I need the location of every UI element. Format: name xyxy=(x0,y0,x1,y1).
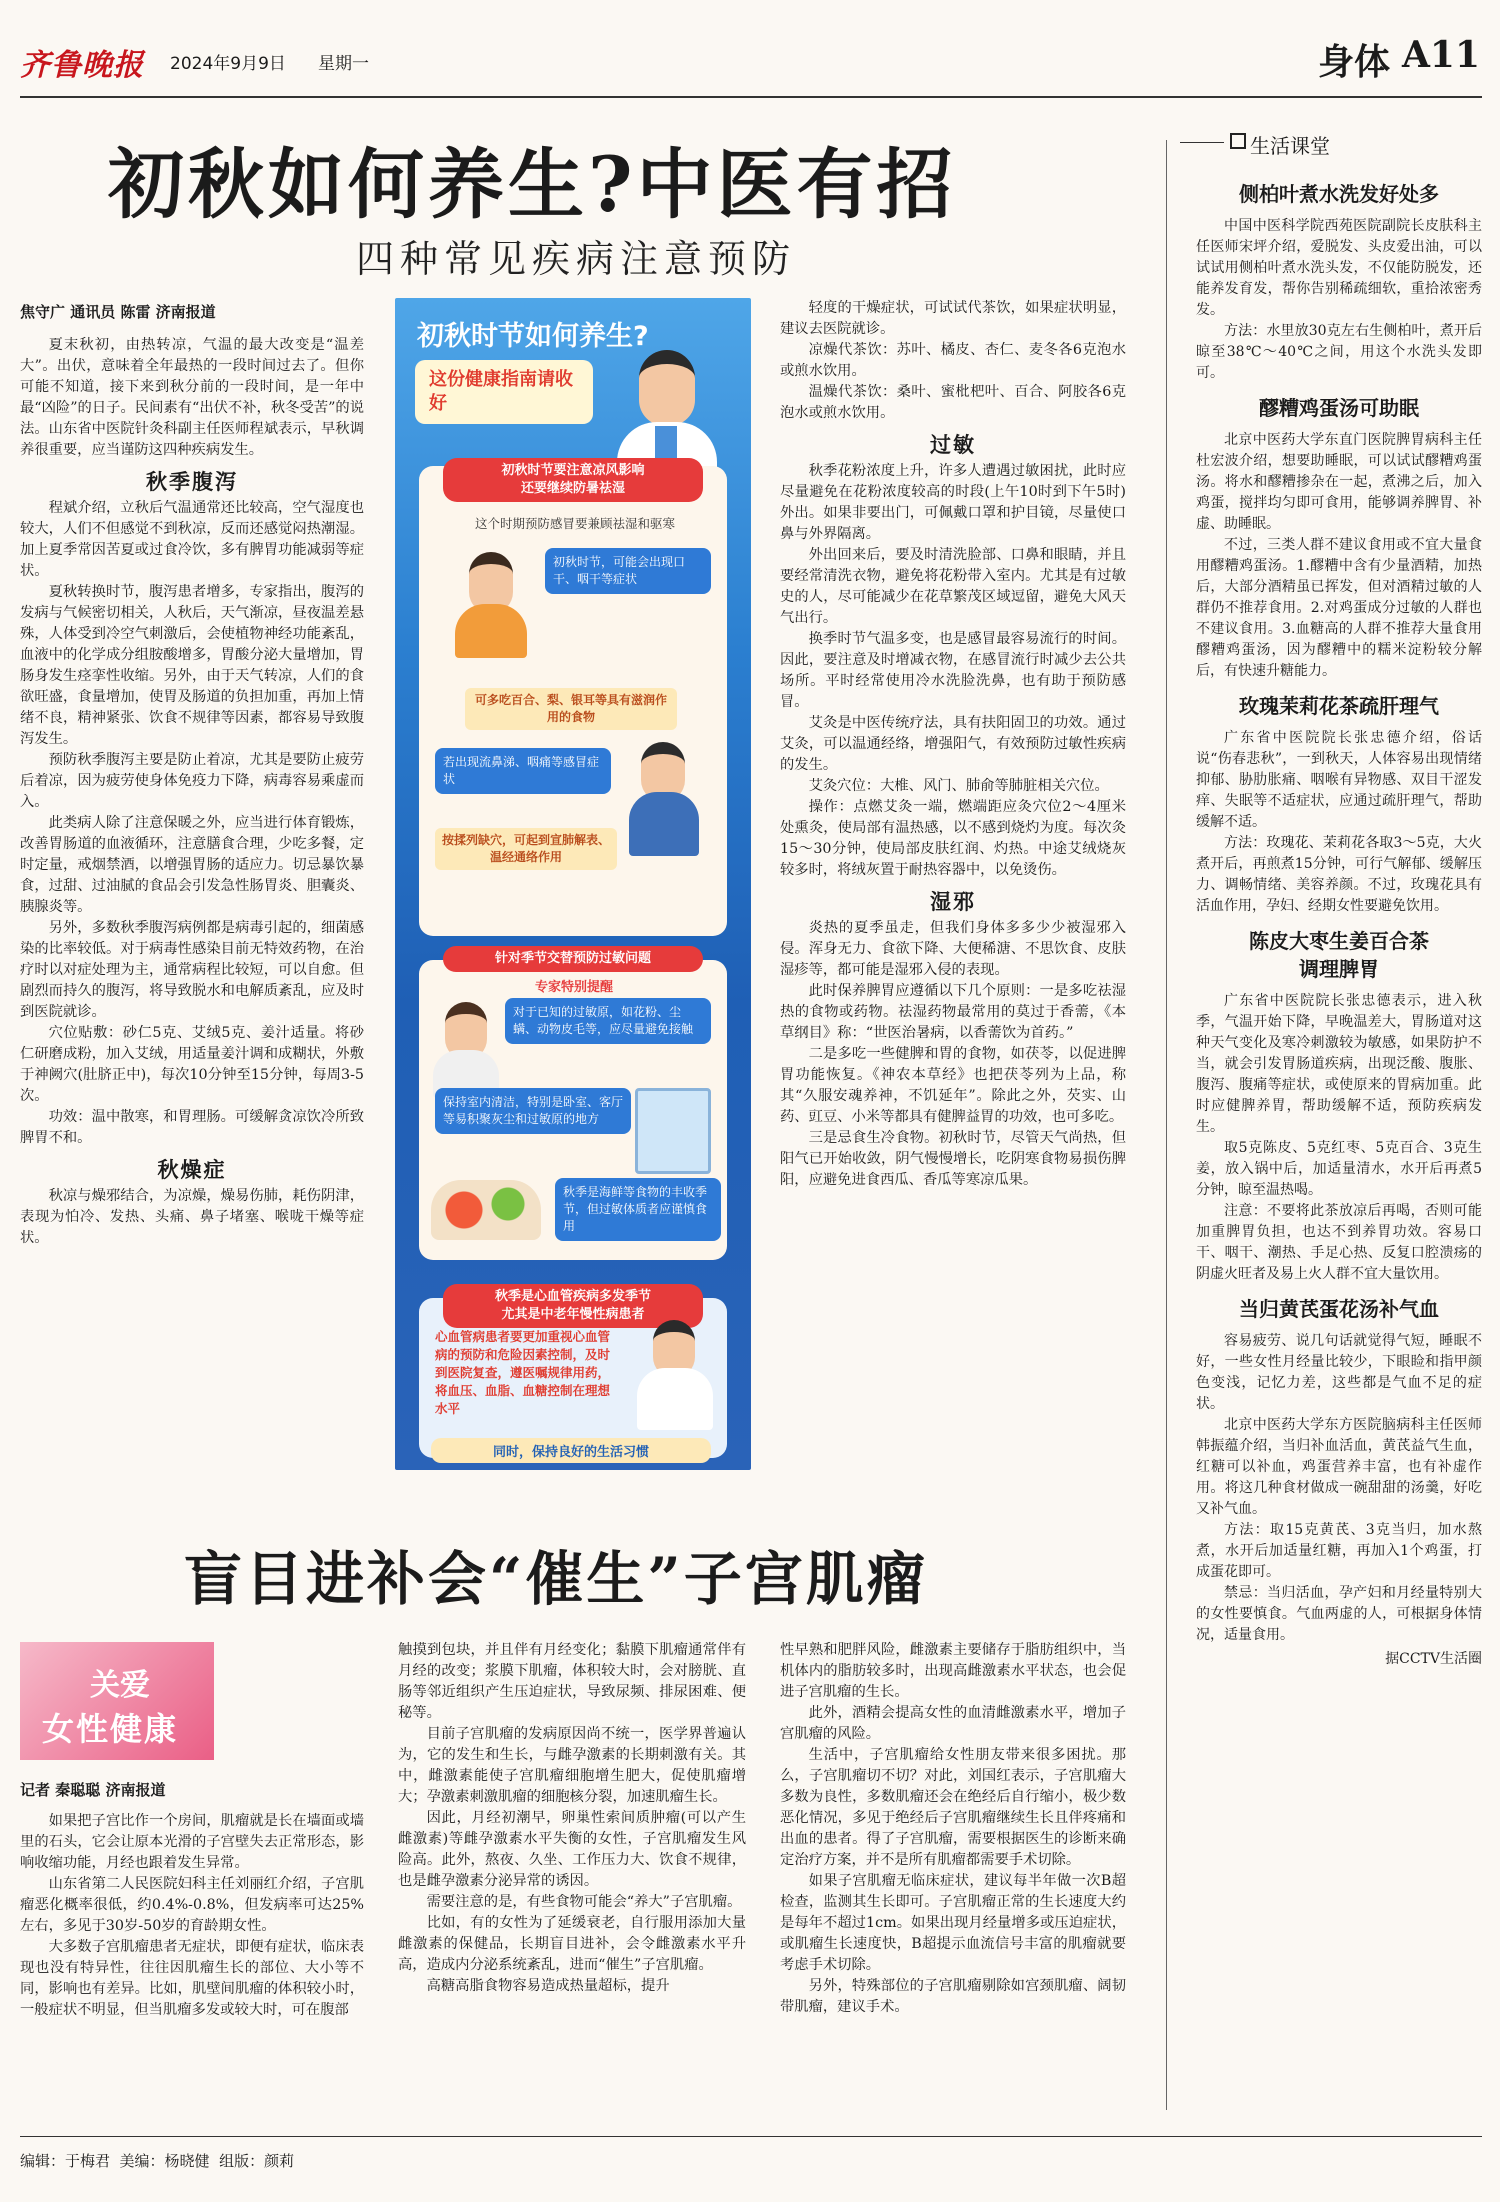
paragraph: 性早熟和肥胖风险，雌激素主要储存于脂肪组织中，当机体内的脂肪较多时，出现高雌激素水平状态，也会促进子宫肌瘤的生长。 xyxy=(780,1642,1126,1700)
page-number: A11 xyxy=(1402,34,1481,76)
infographic-title: 初秋时节如何养生? xyxy=(417,321,649,352)
paragraph: 换季时节气温多变，也是感冒最容易流行的时间。因此，要注意及时增减衣物，在感冒流行时减少去公共场所。平时经常使用冷水洗脸洗鼻，也有助于预防感冒。 xyxy=(780,631,1126,710)
infographic-heart-text: 心血管病患者要更加重视心血管病的预防和危险因素控制，及时到医院复查，遵医嘱规律用药，将血压、血脂、血糖控制在理想水平 xyxy=(435,1329,611,1416)
infographic-guide-banner xyxy=(415,360,593,424)
paragraph: 艾灸穴位：大椎、风门、肺俞等肺脏相关穴位。 xyxy=(808,778,1109,794)
paragraph: 方法：取15克黄芪、3克当归，加水熬煮，水开后加适量红糖，再加入1个鸡蛋，打成蛋花即可。 xyxy=(1196,1522,1482,1580)
sidebar-title-3: 玫瑰茉莉花茶疏肝理气 xyxy=(1239,694,1439,718)
paragraph: 外出回来后，要及时清洗脸部、口鼻和眼睛，并且要经常清洗衣物，避免将花粉带入室内。尤其是有过敏史的人，尽可能减少在花草繁茂区域逗留，避免大风天气出行。 xyxy=(780,547,1126,626)
infographic-sub-1: 这个时期预防感冒要兼顾祛湿和驱寒 xyxy=(474,516,675,531)
infographic-bubble-5: 秋季是海鲜等食物的丰收季节，但过敏体质者应谨慎食用 xyxy=(555,1178,721,1241)
paragraph: 轻度的干燥症状，可试试代茶饮，如果症状明显，建议去医院就诊。 xyxy=(780,300,1126,337)
newspaper-logo: 齐鲁晚报 xyxy=(20,48,144,83)
sidebar-title-5: 当归黄芪蛋花汤补气血 xyxy=(1239,1297,1439,1321)
paragraph: 另外，特殊部位的子宫肌瘤剔除如宫颈肌瘤、阔韧带肌瘤，建议手术。 xyxy=(780,1978,1126,2015)
paragraph: 目前子宫肌瘤的发病原因尚不统一，医学界普遍认为，它的发生和生长，与雌孕激素的长期刺激有关。其中，雌激素能使子宫肌瘤细胞增生肥大，促使肌瘤增大；孕激素刺激肌瘤的细胞核分裂，加速肌瘤生长。 xyxy=(398,1726,746,1805)
paragraph: 如果子宫肌瘤无临床症状，建议每半年做一次B超检查，监测其生长即可。子宫肌瘤正常的生长速度大约是每年不超过1cm。如果出现月经量增多或压迫症状，或肌瘤生长速度快，B超提示血流信号丰富的肌瘤就要考虑手术切除。 xyxy=(780,1873,1126,1973)
paragraph: 取5克陈皮、5克红枣、5克百合、3克生姜，放入锅中后，加适量清水，水开后再煮5分钟，晾至温热喝。 xyxy=(1196,1140,1482,1198)
infographic-pill-2b: 专家特别提醒 xyxy=(535,980,614,995)
infographic-pill-1: 初秋时节要注意凉风影响 还要继续防暑祛湿 xyxy=(443,458,703,502)
sidebar-content xyxy=(1196,170,1482,1668)
section-heading-dampness: 湿邪 xyxy=(930,889,976,914)
article2-column-1 xyxy=(20,1780,364,2021)
masthead xyxy=(20,32,1482,94)
paragraph: 需要注意的是，有些食物可能会“养大”子宫肌瘤。 xyxy=(426,1894,742,1910)
paragraph: 触摸到包块，并且伴有月经变化；黏膜下肌瘤通常伴有月经的改变；浆膜下肌瘤，体积较大时，会对膀胱、直肠等邻近组织产生压迫症状，导致尿频、排尿困难、便秘等。 xyxy=(398,1642,746,1721)
paragraph: 高糖高脂食物容易造成热量超标，提升 xyxy=(426,1978,670,1994)
column-icon xyxy=(1230,133,1246,149)
infographic-bubble-3: 对于已知的过敏原，如花粉、尘螨、动物皮毛等，应尽量避免接触 xyxy=(505,998,711,1044)
paragraph: 广东省中医院院长张忠德介绍，俗话说“伤春悲秋”，一到秋天，人体容易出现情绪抑郁、胁肋胀痛、咽喉有异物感、双目干涩发痒、失眠等不适症状，应通过疏肝理气，帮助缓解不适。 xyxy=(1196,730,1482,830)
paragraph: 注意：不要将此茶放凉后再喝，否则可能加重脾胃负担，也达不到养胃功效。容易口干、咽干、潮热、手足心热、反复口腔溃疡的阴虚火旺者及易上火人群不宜大量饮用。 xyxy=(1196,1203,1482,1282)
section-heading-dryness: 秋燥症 xyxy=(157,1157,227,1182)
sidebar-divider xyxy=(1166,140,1167,2110)
paragraph: 温燥代茶饮：桑叶、蜜枇杷叶、百合、阿胶各6克泡水或煎水饮用。 xyxy=(780,384,1126,421)
paragraph: 如果把子宫比作一个房间，肌瘤就是长在墙面或墙里的石头，它会让原本光滑的子宫壁失去正常形态，影响收缩功能，月经也跟着发生异常。 xyxy=(20,1813,364,1871)
badge-line-2: 女性健康 xyxy=(42,1710,179,1748)
paragraph: 秋季花粉浓度上升，许多人遭遇过敏困扰，此时应尽量避免在花粉浓度较高的时段(上午10时到下午5时)外出。如果非要出门，可佩戴口罩和护目镜，尽量使口鼻与外界隔离。 xyxy=(780,463,1126,542)
paragraph: 生活中，子宫肌瘤给女性朋友带来很多困扰。那么，子宫肌瘤切不切？对此，刘国红表示，子宫肌瘤大多数为良性，多数肌瘤还会在绝经后自行缩小，极少数恶化情况，多见于绝经后子宫肌瘤继续生长且伴疼痛和出血的患者。得了子宫肌瘤，需要根据医生的诊断来确定治疗方案，并不是所有肌瘤都需要手术切除。 xyxy=(780,1747,1126,1868)
article2-column-2 xyxy=(398,1640,746,1997)
doctor-2-illustration xyxy=(635,1320,715,1430)
section-heading-diarrhea: 秋季腹泻 xyxy=(146,469,238,494)
article2-column-3 xyxy=(780,1640,1126,2018)
paragraph: 此类病人除了注意保暖之外，应当进行体育锻炼，改善胃肠道的血液循环，注意膳食合理，少吃多餐，定时定量，戒烟禁酒，以增强胃肠的适应力。切忌暴饮暴食，过甜、过油腻的食品会引发急性肠胃炎、胆囊炎、胰腺炎等。 xyxy=(20,815,364,915)
paragraph: 北京中医药大学东方医院脑病科主任医师韩振蕴介绍，当归补血活血，黄芪益气生血，红糖可以补血，鸡蛋营养丰富，也有补虚作用。将这几种食材做成一碗甜甜的汤羹，好吃又补气血。 xyxy=(1196,1417,1482,1517)
sidebar-source: 据CCTV生活圈 xyxy=(1385,1651,1482,1667)
paragraph: 大多数子宫肌瘤患者无症状，即便有症状，临床表现也没有特异性，往往因肌瘤生长的部位、大小等不同，影响也有差异。比如，肌壁间肌瘤的体积较小时，一般症状不明显，但当肌瘤多发或较大时，可在腹部 xyxy=(20,1939,364,2018)
paragraph: 凉燥代茶饮：苏叶、橘皮、杏仁、麦冬各6克泡水或煎水饮用。 xyxy=(780,342,1126,379)
paragraph: 秋凉与燥邪结合，为凉燥，燥易伤肺，耗伤阴津，表现为怕冷、发热、头痛、鼻子堵塞、喉咙干燥等症状。 xyxy=(20,1188,364,1246)
section-heading-allergy: 过敏 xyxy=(930,432,976,457)
seafood-illustration xyxy=(431,1180,541,1240)
infographic-tip-1: 可多吃百合、梨、银耳等具有滋润作用的食物 xyxy=(465,688,677,730)
sidebar-title-4: 陈皮大枣生姜百合茶 调理脾胃 xyxy=(1249,929,1429,981)
paragraph: 另外，多数秋季腹泻病例都是病毒引起的，细菌感染的比率较低。对于病毒性感染目前无特效药物，在治疗时以对症处理为主，通常病程比较短，可以自愈。但剧烈而持久的腹泻，将导致脱水和电解质紊乱，应及时到医院就诊。 xyxy=(20,920,364,1020)
article2-byline: 记者 秦聪聪 济南报道 xyxy=(20,1781,166,1799)
paragraph: 操作：点燃艾灸一端，燃端距应灸穴位2～4厘米处熏灸，使局部有温热感，以不感到烧灼为度。每次灸15～30分钟，使局部皮肤红润、灼热。中途艾绒烧灰较多时，将绒灰置于耐热容器中，以免烫伤。 xyxy=(780,799,1126,878)
womens-health-badge xyxy=(20,1642,214,1760)
window-illustration xyxy=(635,1088,711,1174)
paragraph: 三是忌食生冷食物。初秋时节，尽管天气尚热，但阳气已开始收敛，阴气慢慢增长，吃阴寒食物易损伤脾阳，应避免进食西瓜、香瓜等寒凉瓜果。 xyxy=(780,1130,1126,1188)
editor-credits: 编辑：于梅君 美编：杨晓健 组版：颜莉 xyxy=(20,2152,295,2170)
paragraph: 比如，有的女性为了延缓衰老，自行服用添加大量雌激素的保健品，长期盲目进补，会令雌激素水平升高，造成内分泌系统紊乱，进而“催生”子宫肌瘤。 xyxy=(398,1915,746,1973)
allergy-illustration xyxy=(431,998,501,1098)
issue-date: 2024年9月9日 xyxy=(170,54,286,74)
footer-rule xyxy=(20,2136,1482,2137)
paragraph: 禁忌：当归活血，孕产妇和月经量特别大的女性要慎食。气血两虚的人，可根据身体情况，适量食用。 xyxy=(1196,1585,1482,1643)
woman-illustration xyxy=(451,548,531,658)
paragraph: 山东省第二人民医院妇科主任刘丽红介绍，子宫肌瘤恶化概率很低，约0.4%-0.8%，但发病率可达25%左右，多见于30岁-50岁的育龄期女性。 xyxy=(20,1876,364,1934)
article1-intro: 夏末秋初，由热转凉，气温的最大改变是“温差大”。出伏，意味着全年最热的一段时间过去了。但你可能不知道，接下来到秋分前的一段时间，是一年中最“凶险”的日子。民间素有“出伏不补，秋冬受苦”的说法。山东省中医院针灸科副主任医师程斌表示，早秋调养很重要，应当谨防这四种疾病发生。 xyxy=(20,337,364,458)
paragraph: 此外，酒精会提高女性的血清雌激素水平，增加子宫肌瘤的风险。 xyxy=(780,1705,1126,1742)
sidebar-label-row xyxy=(1180,128,1482,158)
sneeze-illustration xyxy=(625,738,705,858)
paragraph: 夏秋转换时节，腹泻患者增多，专家指出，腹泻的发病与气候密切相关，人秋后，天气渐凉，昼夜温差悬殊，人体受到冷空气刺激后，会使植物神经功能紊乱，血液中的化学成分组胺酸增多，胃酸分泌大量增加，胃肠身发生痉挛性收缩。另外，由于天气转凉，人们的食欲旺盛，食量增加，使胃及肠道的负担加重，再加上情绪不良，精神紧张、饮食不规律等因素，都容易导致腹泻发生。 xyxy=(20,584,364,747)
paragraph: 北京中医药大学东直门医院脾胃病科主任杜宏波介绍，想要助睡眠，可以试试醪糟鸡蛋汤。将水和醪糟掺杂在一起，煮沸之后，加入鸡蛋，搅拌均匀即可食用，能够调养脾胃、补虚、助睡眠。 xyxy=(1196,432,1482,532)
infographic-footer: 同时，保持良好的生活习惯 xyxy=(431,1438,711,1463)
article1-byline: 焦守广 通讯员 陈雷 济南报道 xyxy=(20,303,216,321)
sidebar-label: 生活课堂 xyxy=(1250,134,1330,158)
paragraph: 艾灸是中医传统疗法，具有扶阳固卫的功效。通过艾灸，可以温通经络，增强阳气，有效预防过敏性疾病的发生。 xyxy=(780,715,1126,773)
issue-weekday: 星期一 xyxy=(318,54,369,74)
paragraph: 穴位贴敷：砂仁5克、艾绒5克、姜汁适量。将砂仁研磨成粉，加入艾绒，用适量姜汁调和成糊状，外敷于神阙穴(肚脐正中)，每次10分钟至15分钟，每周3-5次。 xyxy=(20,1025,364,1104)
paragraph: 广东省中医院院长张忠德表示，进入秋季，气温开始下降，早晚温差大，胃肠道对这种天气变化及寒冷刺激较为敏感，如果防护不当，就会引发胃肠道疾病，出现泛酸、腹胀、腹泻、腹痛等症状，或使原来的胃病加重。此时应健脾养胃，帮助缓解不适，预防疾病发生。 xyxy=(1196,993,1482,1135)
article1-subtitle: 四种常见疾病注意预防 xyxy=(356,237,797,281)
masthead-rule xyxy=(20,96,1482,98)
sidebar-rule-left xyxy=(1180,142,1224,143)
infographic-pill-3: 秋季是心血管疾病多发季节 尤其是中老年慢性病患者 xyxy=(443,1284,703,1328)
badge-line-1: 关爱 xyxy=(90,1668,150,1703)
paragraph: 二是多吃一些健脾和胃的食物，如茯苓，以促进脾胃功能恢复。《神农本草经》也把茯苓列为上品，称其“久服安魂养神，不饥延年”。除此之外，芡实、山药、豇豆、小米等都具有健脾益胃的功效，也可多吃。 xyxy=(780,1046,1126,1125)
paragraph: 方法：水里放30克左右生侧柏叶，煮开后晾至38℃～40℃之间，用这个水洗头发即可。 xyxy=(1196,323,1482,381)
paragraph: 此时保养脾胃应遵循以下几个原则：一是多吃祛湿热的食物或药物。祛湿药物最常用的莫过于香薷，《本草纲目》称：“世医治暑病，以香薷饮为首药。” xyxy=(780,983,1126,1041)
sidebar-title-1: 侧柏叶煮水洗发好处多 xyxy=(1239,182,1439,206)
paragraph: 程斌介绍，立秋后气温通常还比较高，空气湿度也较大，人们不但感觉不到秋凉，反而还感觉闷热潮湿。加上夏季常因苦夏或过食冷饮，多有脾胃功能减弱等症状。 xyxy=(20,500,364,579)
infographic-bubble-4: 保持室内清洁，特别是卧室、客厅等易积聚灰尘和过敏原的地方 xyxy=(435,1088,631,1134)
paragraph: 功效：温中散寒，和胃理肠。可缓解贪凉饮冷所致脾胃不和。 xyxy=(20,1109,364,1146)
article1-column-3 xyxy=(780,298,1126,1191)
article2-title: 盲目进补会“催生”子宫肌瘤 xyxy=(184,1545,928,1613)
paragraph: 不过，三类人群不建议食用或不宜大量食用醪糟鸡蛋汤。1.醪糟中含有少量酒精，加热后，大部分酒精虽已挥发，但对酒精过敏的人群仍不推荐食用。2.对鸡蛋成分过敏的人群也不建议食用。3.血糖高的人群不推荐大量食用醪糟鸡蛋汤，因为醪糟中的糯米淀粉较分解后，有快速升糖能力。 xyxy=(1196,537,1482,679)
article1-column-1 xyxy=(20,302,364,1249)
article1-title: 初秋如何养生?中医有招 xyxy=(108,140,957,229)
paragraph: 预防秋季腹泻主要是防止着凉，尤其是要防止疲劳后着凉，因为疲劳使身体免疫力下降，病毒容易乘虚而入。 xyxy=(20,752,364,810)
health-infographic xyxy=(395,298,751,1470)
paragraph: 炎热的夏季虽走，但我们身体多多少少被湿邪入侵。浑身无力、食欲下降、大便稀溏、不思饮食、皮肤湿疹等，都可能是湿邪入侵的表现。 xyxy=(780,920,1126,978)
infographic-guide-text: 这份健康指南请收好 xyxy=(429,369,573,414)
paragraph: 方法：玫瑰花、茉莉花各取3～5克，大火煮开后，再煎煮15分钟，可行气解郁、缓解压力、调畅情绪、美容养颜。不过，玫瑰花具有活血作用，孕妇、经期女性要避免饮用。 xyxy=(1196,835,1482,914)
sidebar-title-2: 醪糟鸡蛋汤可助眠 xyxy=(1259,396,1419,420)
infographic-bubble-1: 初秋时节，可能会出现口干、咽干等症状 xyxy=(545,548,711,594)
paragraph: 容易疲劳、说几句话就觉得气短，睡眠不好，一些女性月经量比较少，下眼睑和指甲颜色变浅，记忆力差，这些都是气血不足的症状。 xyxy=(1196,1333,1482,1412)
paragraph: 因此，月经初潮早，卵巢性索间质肿瘤(可以产生雌激素)等雌孕激素水平失衡的女性，子宫肌瘤发生风险高。此外，熬夜、久坐、工作压力大、饮食不规律，也是雌孕激素分泌异常的诱因。 xyxy=(398,1810,746,1889)
infographic-bubble-2: 若出现流鼻涕、咽痛等感冒症状 xyxy=(435,748,611,794)
infographic-tip-2: 按揉列缺穴，可起到宣肺解表、温经通络作用 xyxy=(435,828,617,870)
paragraph: 中国中医科学院西苑医院副院长皮肤科主任医师宋坪介绍，爱脱发、头皮爱出油，可以试试用侧柏叶煮水洗头发，不仅能防脱发，还能养发育发，帮你告别稀疏细软，重拾浓密秀发。 xyxy=(1196,218,1482,318)
section-name: 身体 xyxy=(1318,41,1391,83)
infographic-pill-2: 针对季节交替预防过敏问题 xyxy=(443,946,703,972)
